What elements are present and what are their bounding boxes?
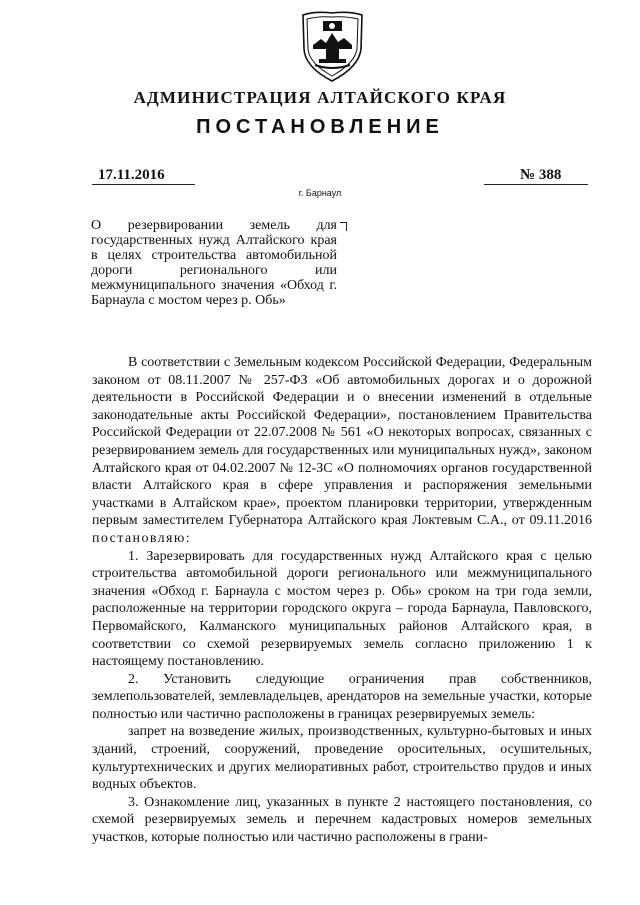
number-underline: [484, 184, 588, 185]
preamble-text: В соответствии с Земельным кодексом Российской Федерации, Федеральным законом от 08.11.2007 № 257-ФЗ «Об автомобильных дорогах и о дорожной деятельности в Российской Федерации и о внесении изменений в отдельные законодательные акты Российской Федерации», постановлением Правительства Российской Федерации от 22.07.2008 № 561 «О некоторых вопросах, связанных с резервированием земель для государственных или муниципальных нужд», законом Алтайского края от 04.02.2007 № 12-ЗС «О полномочиях органов государственной власти Алтайского края в сфере управления и распоряжения земельными участками в Алтайском крае», проектом планировки территории, утвержденным первым заместителем Губернатора Алтайского края Локтевым С.А., от 09.11.2016: [92, 355, 592, 529]
item-1-paragraph: 1. Зарезервировать для государственных нужд Алтайского края с целью строительства автомобильной дороги регионального или межмуниципального значения «Обход г. Барнаула с мостом через р. Обь» сроком на три года земли, расположенные на территории городского округа – города Барнаула, Павловского, Первомайского, Калманского муниципальных районов Алтайского края, в соответствии со схемой резервируемых земель согласно приложению 1 к настоящему постановлению.: [92, 548, 592, 670]
item-2-restriction-paragraph: запрет на возведение жилых, производственных, культурно-бытовых и иных зданий, строений, сооружений, проведение оросительных, осушительных, культуртехнических и других мелиоративных работ, строительство прудов и иных водных объектов.: [92, 724, 592, 793]
date-underline: [92, 184, 195, 185]
issue-city: г. Барнаул: [298, 188, 342, 198]
document-type-title: ПОСТАНОВЛЕНИЕ: [196, 116, 444, 138]
document-subject: О резервировании земель для государственных нужд Алтайского края в целях строительства автомобильной дороги регионального или межмуниципального значения «Обход г. Барнаула с мостом через р. Обь»: [91, 218, 337, 308]
subject-bracket: [340, 222, 347, 231]
document-date: 17.11.2016: [98, 167, 165, 183]
document-number: № 388: [520, 167, 562, 183]
item-3-paragraph: 3. Ознакомление лиц, указанных в пункте 2 настоящего постановления, со схемой резервируемых земель и перечнем кадастровых номеров земельных участков, которые полностью или частично расположены в грани-: [92, 794, 592, 846]
decree-word: постановляю:: [92, 530, 192, 546]
coat-of-arms-icon: [295, 5, 370, 85]
organization-title: АДМИНИСТРАЦИЯ АЛТАЙСКОГО КРАЯ: [133, 88, 507, 107]
preamble-paragraph: [92, 354, 592, 548]
document-body: [92, 354, 592, 847]
item-2-paragraph: 2. Установить следующие ограничения прав собственников, землепользователей, землевладельцев, арендаторов на земельные участки, которые полностью или частично расположены в границах резервируемых земель:: [92, 671, 592, 722]
